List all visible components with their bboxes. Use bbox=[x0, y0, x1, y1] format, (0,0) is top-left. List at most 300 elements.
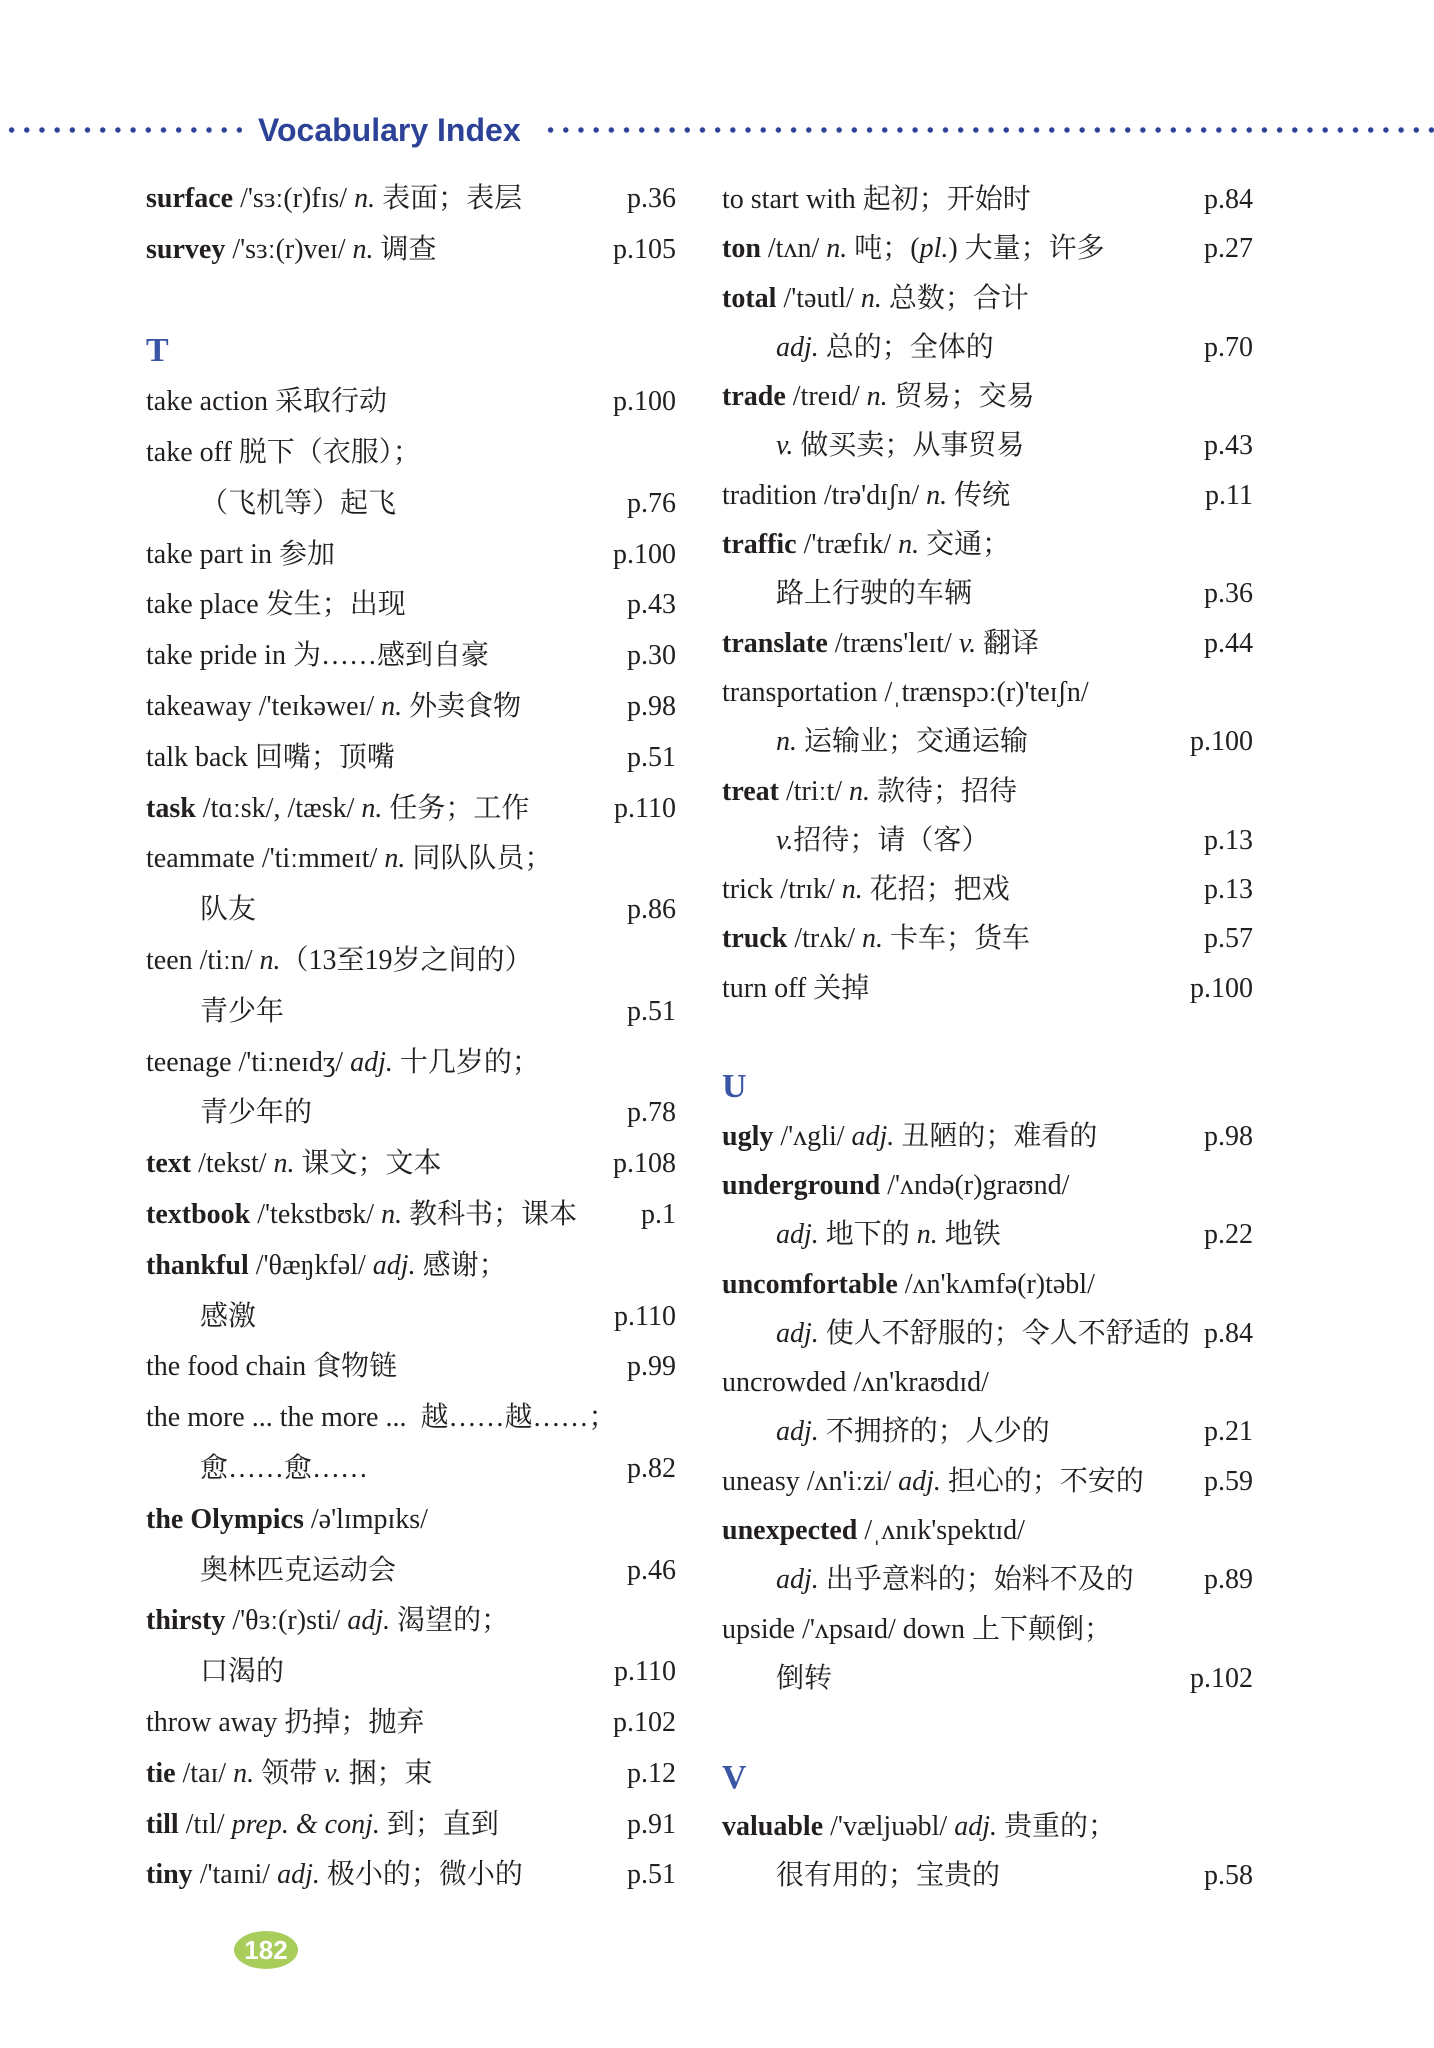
entry-text: 总数；合计 bbox=[881, 282, 1029, 314]
entry-text: upside /'ʌpsaɪd/ down 上下颠倒； bbox=[722, 1613, 1113, 1645]
entry-body bbox=[722, 372, 1035, 421]
entry-body bbox=[146, 1749, 432, 1800]
entry-body bbox=[146, 987, 284, 1038]
entry-text: turn off 关掉 bbox=[722, 972, 870, 1004]
page-reference: p.86 bbox=[627, 894, 676, 926]
entry-body bbox=[722, 520, 1010, 569]
entry-body bbox=[722, 619, 1039, 668]
index-entry bbox=[722, 964, 1253, 1013]
page-reference: p.84 bbox=[1204, 184, 1253, 215]
part-of-speech: adj. bbox=[776, 1219, 819, 1251]
entry-text: /'sɜː(r)fɪs/ bbox=[233, 183, 355, 214]
entry-body bbox=[146, 1596, 509, 1647]
part-of-speech: adj. bbox=[776, 1416, 819, 1448]
entry-text: 不拥挤的；人少的 bbox=[818, 1416, 1050, 1448]
entry-text: 交通； bbox=[919, 529, 1011, 561]
entry-text: /trʌk/ bbox=[787, 923, 862, 955]
entry-text: 贵重的； bbox=[996, 1810, 1116, 1842]
index-entry bbox=[146, 428, 676, 479]
entry-text: 很有用的；宝贵的 bbox=[776, 1860, 1001, 1892]
entry-body bbox=[146, 1190, 577, 1241]
part-of-speech: adj. bbox=[776, 1317, 819, 1349]
index-entry bbox=[146, 784, 676, 835]
entry-body bbox=[722, 767, 1017, 816]
entry-body bbox=[722, 1605, 1112, 1654]
dotted-rule-left bbox=[4, 124, 242, 136]
entry-text: 吨；( bbox=[847, 233, 920, 265]
entry-text: 出乎意料的；始料不及的 bbox=[818, 1564, 1134, 1596]
entry-text: 十几岁的； bbox=[392, 1046, 540, 1078]
entry-text: /'træfɪk/ bbox=[796, 529, 899, 561]
entry-text: 地铁 bbox=[937, 1219, 1001, 1251]
entry-text: teammate /'tiːmmeɪt/ bbox=[146, 843, 385, 875]
headword: survey bbox=[146, 233, 226, 265]
index-entry bbox=[146, 682, 676, 733]
entry-text: ) 大量；许多 bbox=[948, 233, 1105, 265]
entry-text: 调查 bbox=[373, 233, 437, 265]
entry-text: transportation /ˌtrænspɔː(r)'teɪʃn/ bbox=[722, 676, 1089, 708]
index-entry-continuation bbox=[722, 323, 1253, 372]
index-entry bbox=[146, 1038, 676, 1089]
entry-body bbox=[722, 816, 989, 865]
index-entry bbox=[146, 174, 676, 225]
entry-text: 路上行驶的车辆 bbox=[776, 578, 973, 610]
entry-text: 极小的；微小的 bbox=[319, 1859, 523, 1891]
entry-text: 任务；工作 bbox=[382, 792, 530, 824]
entry-body bbox=[146, 530, 335, 581]
entry-text: /tɑːsk/, /tæsk/ bbox=[195, 792, 362, 824]
entry-body bbox=[146, 174, 522, 225]
entry-body bbox=[722, 865, 1010, 914]
part-of-speech: pl. bbox=[919, 233, 949, 265]
page-reference: p.99 bbox=[627, 1351, 676, 1383]
page-reference: p.36 bbox=[627, 183, 676, 214]
page-reference: p.51 bbox=[627, 995, 676, 1027]
index-entry bbox=[146, 936, 676, 987]
entry-body bbox=[146, 834, 552, 885]
entry-body bbox=[146, 1342, 397, 1393]
page-reference: p.51 bbox=[627, 741, 676, 773]
page-reference: p.84 bbox=[1204, 1317, 1253, 1349]
entry-body bbox=[146, 885, 256, 936]
index-entry bbox=[146, 1495, 676, 1546]
entry-body bbox=[146, 1088, 312, 1139]
index-entry bbox=[722, 1506, 1253, 1555]
part-of-speech: n. bbox=[862, 923, 883, 955]
entry-text: /'θæŋkfəl/ bbox=[248, 1249, 373, 1281]
index-entry bbox=[722, 372, 1253, 421]
index-entry bbox=[722, 471, 1253, 520]
entry-text: takeaway /'teɪkəweɪ/ bbox=[146, 690, 382, 722]
part-of-speech: v. bbox=[776, 824, 794, 856]
part-of-speech: n. bbox=[841, 874, 863, 906]
entry-text: 外卖食物 bbox=[402, 690, 522, 722]
page-reference: p.36 bbox=[1204, 578, 1253, 610]
entry-body bbox=[722, 1851, 1000, 1900]
entry-text: 队友 bbox=[200, 894, 257, 926]
part-of-speech: n. bbox=[233, 1757, 255, 1789]
page-reference: p.46 bbox=[627, 1554, 676, 1586]
part-of-speech: prep. & conj. bbox=[231, 1808, 380, 1840]
index-entry-continuation bbox=[722, 569, 1253, 618]
entry-text: /tʌn/ bbox=[760, 233, 827, 265]
headword: truck bbox=[722, 923, 788, 955]
entry-text: tradition /trə'dɪʃn/ bbox=[722, 479, 927, 511]
page-reference: p.30 bbox=[627, 640, 676, 672]
entry-body bbox=[722, 1161, 1069, 1210]
headword: till bbox=[146, 1808, 179, 1840]
headword: task bbox=[146, 792, 196, 824]
page-reference: p.100 bbox=[1190, 972, 1253, 1004]
index-entry-continuation bbox=[722, 816, 1253, 865]
part-of-speech: n. bbox=[381, 690, 403, 722]
index-entry-continuation bbox=[146, 1647, 676, 1698]
page-reference: p.12 bbox=[627, 1757, 676, 1789]
page-number: 182 bbox=[234, 1931, 298, 1969]
page-reference: p.22 bbox=[1204, 1219, 1253, 1251]
index-entry bbox=[146, 1393, 676, 1444]
entry-text: 表面；表层 bbox=[375, 183, 523, 214]
entry-text: /ʌn'kʌmfə(r)təbl/ bbox=[897, 1268, 1095, 1300]
entry-text: /tɪl/ bbox=[178, 1808, 232, 1840]
index-entry bbox=[722, 1358, 1253, 1407]
entry-body bbox=[146, 682, 521, 733]
entry-body bbox=[722, 1802, 1116, 1851]
index-entry bbox=[722, 1112, 1253, 1161]
entry-body bbox=[146, 1292, 256, 1343]
index-entry bbox=[146, 1342, 676, 1393]
entry-text: 教科书；课本 bbox=[402, 1198, 578, 1230]
headword: the Olympics bbox=[146, 1503, 304, 1535]
part-of-speech: n. bbox=[776, 726, 797, 758]
entry-text: the food chain 食物链 bbox=[146, 1351, 398, 1383]
page-reference: p.102 bbox=[613, 1706, 676, 1738]
entry-body bbox=[722, 1358, 989, 1407]
index-entry-continuation bbox=[722, 1851, 1253, 1900]
index-entry bbox=[722, 619, 1253, 668]
entry-text: take off 脱下（衣服）； bbox=[146, 436, 421, 468]
headword: trade bbox=[722, 381, 786, 413]
entry-body bbox=[722, 1210, 1001, 1259]
headword: thankful bbox=[146, 1249, 249, 1281]
headword: total bbox=[722, 282, 777, 314]
page-reference: p.21 bbox=[1204, 1416, 1253, 1448]
part-of-speech: n. bbox=[849, 775, 870, 807]
index-entry bbox=[146, 1596, 676, 1647]
index-entry-continuation bbox=[722, 1407, 1253, 1456]
entry-body bbox=[146, 1495, 428, 1546]
entry-body bbox=[146, 1038, 540, 1089]
index-entry bbox=[722, 1161, 1253, 1210]
part-of-speech: n. bbox=[384, 843, 406, 875]
entry-text: 使人不舒服的；令人不舒适的 bbox=[818, 1317, 1190, 1349]
page-reference: p.76 bbox=[627, 487, 676, 519]
entry-text: 做买卖；从事贸易 bbox=[793, 430, 1025, 462]
entry-text: 渴望的； bbox=[390, 1605, 510, 1637]
index-entry bbox=[722, 914, 1253, 963]
entry-text: 总的；全体的 bbox=[818, 331, 994, 363]
headword: traffic bbox=[722, 529, 797, 561]
entry-text: /'təutl/ bbox=[776, 282, 861, 314]
page-reference: p.57 bbox=[1204, 923, 1253, 955]
page-reference: p.89 bbox=[1204, 1564, 1253, 1596]
entry-text: 口渴的 bbox=[200, 1656, 285, 1688]
page-reference: p.100 bbox=[1190, 726, 1253, 758]
part-of-speech: n. bbox=[898, 529, 920, 561]
index-entry bbox=[146, 1241, 676, 1292]
entry-body bbox=[722, 964, 869, 1013]
page-reference: p.11 bbox=[1205, 479, 1253, 511]
index-entry bbox=[722, 1605, 1253, 1654]
section-letter: U bbox=[722, 1068, 747, 1106]
index-entry bbox=[722, 668, 1253, 717]
index-entry bbox=[722, 1457, 1253, 1506]
entry-body bbox=[722, 1555, 1134, 1604]
page-reference: p.105 bbox=[613, 233, 676, 265]
page-reference: p.44 bbox=[1204, 627, 1253, 659]
index-entry bbox=[146, 1698, 676, 1749]
part-of-speech: adj. bbox=[898, 1465, 941, 1497]
page-reference: p.110 bbox=[614, 1656, 676, 1688]
page-reference: p.110 bbox=[614, 1300, 676, 1332]
index-entry bbox=[146, 834, 676, 885]
entry-text: /treɪd/ bbox=[785, 381, 867, 413]
entry-text: 青少年 bbox=[200, 995, 285, 1027]
page-reference: p.91 bbox=[627, 1808, 676, 1840]
index-entry bbox=[722, 865, 1253, 914]
entry-text: /ˌʌnɪk'spektɪd/ bbox=[857, 1515, 1025, 1547]
page-reference: p.59 bbox=[1204, 1465, 1253, 1497]
headword: ugly bbox=[722, 1120, 774, 1152]
index-column-left bbox=[146, 174, 676, 1901]
entry-body bbox=[722, 1260, 1095, 1309]
index-entry bbox=[146, 580, 676, 631]
entry-text: teen /tiːn/ bbox=[146, 944, 260, 976]
entry-body bbox=[146, 1800, 499, 1851]
part-of-speech: v. bbox=[958, 627, 977, 659]
page-reference: p.51 bbox=[627, 1859, 676, 1891]
entry-body bbox=[146, 1139, 442, 1190]
entry-text: trick /trɪk/ bbox=[722, 874, 842, 906]
entry-text: /'θɜː(r)sti/ bbox=[225, 1605, 348, 1637]
entry-body bbox=[722, 175, 1031, 224]
entry-text: /triːt/ bbox=[779, 775, 849, 807]
index-entry bbox=[722, 224, 1253, 273]
headword: unexpected bbox=[722, 1515, 858, 1547]
headword: tiny bbox=[146, 1859, 193, 1891]
entry-body bbox=[722, 1112, 1097, 1161]
entry-text: uncrowded /ʌn'kraʊdɪd/ bbox=[722, 1367, 989, 1399]
index-entry-continuation bbox=[722, 717, 1253, 766]
part-of-speech: n. bbox=[926, 479, 948, 511]
entry-text: 倒转 bbox=[776, 1662, 833, 1694]
part-of-speech: n. bbox=[826, 233, 848, 265]
part-of-speech: adj. bbox=[954, 1810, 997, 1842]
entry-text: （飞机等）起飞 bbox=[200, 487, 397, 519]
page-reference: p.43 bbox=[627, 589, 676, 621]
index-entry bbox=[146, 377, 676, 428]
entry-body bbox=[722, 569, 972, 618]
entry-body bbox=[146, 225, 437, 276]
entry-body bbox=[146, 580, 406, 631]
entry-text: 翻译 bbox=[976, 627, 1040, 659]
part-of-speech: n. bbox=[860, 282, 882, 314]
index-entry bbox=[146, 1749, 676, 1800]
entry-body bbox=[146, 784, 529, 835]
index-entry-continuation bbox=[722, 1309, 1253, 1358]
entry-body bbox=[722, 224, 1105, 273]
entry-text: take part in 参加 bbox=[146, 538, 335, 570]
entry-body bbox=[722, 421, 1024, 470]
entry-body bbox=[722, 914, 1030, 963]
index-entry bbox=[722, 767, 1253, 816]
index-entry-continuation bbox=[722, 421, 1253, 470]
headword: tie bbox=[146, 1757, 176, 1789]
entry-text: 招待；请（客） bbox=[793, 824, 990, 856]
index-entry bbox=[146, 225, 676, 276]
entry-body bbox=[146, 1241, 507, 1292]
entry-text: /'sɜː(r)veɪ/ bbox=[225, 233, 353, 265]
entry-text: /'ʌgli/ bbox=[773, 1120, 852, 1152]
headword: ton bbox=[722, 233, 761, 265]
entry-body bbox=[146, 479, 396, 530]
entry-body bbox=[722, 1309, 1190, 1358]
page-reference: p.110 bbox=[614, 792, 676, 824]
entry-body bbox=[146, 1698, 424, 1749]
entry-body bbox=[146, 1393, 616, 1444]
index-entry bbox=[146, 631, 676, 682]
entry-text: 同队队员； bbox=[405, 843, 553, 875]
entry-body bbox=[146, 1444, 368, 1495]
entry-text: 担心的；不安的 bbox=[940, 1465, 1144, 1497]
entry-body bbox=[722, 668, 1089, 717]
entry-body bbox=[722, 1457, 1144, 1506]
page-reference: p.13 bbox=[1204, 874, 1253, 906]
entry-text: 领带 bbox=[254, 1757, 325, 1789]
entry-text: 花招；把戏 bbox=[862, 874, 1010, 906]
page-reference: p.43 bbox=[1204, 430, 1253, 462]
entry-text: /træns'leɪt/ bbox=[827, 627, 959, 659]
entry-text: 愈……愈…… bbox=[200, 1452, 369, 1484]
page-reference: p.1 bbox=[641, 1198, 676, 1230]
entry-text: /taɪ/ bbox=[175, 1757, 234, 1789]
headword: thirsty bbox=[146, 1605, 226, 1637]
page-reference: p.78 bbox=[627, 1097, 676, 1129]
part-of-speech: n. bbox=[866, 381, 888, 413]
part-of-speech: adj. bbox=[851, 1120, 895, 1152]
part-of-speech: v. bbox=[324, 1757, 342, 1789]
page-reference: p.108 bbox=[613, 1148, 676, 1180]
headword: textbook bbox=[146, 1198, 251, 1230]
entry-text: 贸易；交易 bbox=[887, 381, 1035, 413]
part-of-speech: n. bbox=[354, 183, 376, 214]
part-of-speech: adj. bbox=[350, 1046, 393, 1078]
index-column-right bbox=[722, 175, 1253, 1900]
part-of-speech: n. bbox=[381, 1198, 403, 1230]
entry-body bbox=[722, 471, 1010, 520]
entry-text: to start with 起初；开始时 bbox=[722, 184, 1031, 215]
dotted-rule-right bbox=[543, 124, 1434, 136]
entry-text: throw away 扔掉；抛弃 bbox=[146, 1706, 425, 1738]
page-reference: p.100 bbox=[613, 386, 676, 418]
entry-text: 课文；文本 bbox=[294, 1148, 442, 1180]
entry-text: 款待；招待 bbox=[870, 775, 1018, 807]
index-entry bbox=[146, 1850, 676, 1901]
page-header bbox=[0, 110, 1434, 150]
index-entry-continuation bbox=[146, 479, 676, 530]
index-entry bbox=[722, 1802, 1253, 1851]
part-of-speech: adj. bbox=[776, 1564, 819, 1596]
page-reference: p.58 bbox=[1204, 1860, 1253, 1892]
section-title: Vocabulary Index bbox=[258, 112, 521, 148]
index-entry bbox=[146, 1800, 676, 1851]
entry-text: 传统 bbox=[947, 479, 1011, 511]
entry-text: 奥林匹克运动会 bbox=[200, 1554, 397, 1586]
index-entry-continuation bbox=[146, 1292, 676, 1343]
entry-body bbox=[146, 1850, 523, 1901]
entry-text: /'tekstbʊk/ bbox=[250, 1198, 382, 1230]
entry-text: /ə'lɪmpɪks/ bbox=[303, 1503, 428, 1535]
page-reference: p.27 bbox=[1204, 233, 1253, 265]
entry-text: 感谢； bbox=[415, 1249, 507, 1281]
entry-body bbox=[722, 1654, 832, 1703]
entry-body bbox=[146, 377, 387, 428]
part-of-speech: adj. bbox=[347, 1605, 391, 1637]
entry-text: the more ... the more ... 越……越……； bbox=[146, 1402, 617, 1434]
entry-text: （13至19岁之间的） bbox=[280, 944, 533, 976]
index-entry-continuation bbox=[722, 1210, 1253, 1259]
entry-text: 运输业；交通运输 bbox=[797, 726, 1029, 758]
part-of-speech: n. bbox=[273, 1148, 295, 1180]
entry-text: uneasy /ʌn'iːzi/ bbox=[722, 1465, 899, 1497]
headword: uncomfortable bbox=[722, 1268, 898, 1300]
page-reference: p.98 bbox=[627, 690, 676, 722]
index-entry-continuation bbox=[146, 987, 676, 1038]
entry-text: take pride in 为……感到自豪 bbox=[146, 640, 489, 672]
headword: text bbox=[146, 1148, 192, 1180]
headword: surface bbox=[146, 183, 234, 214]
part-of-speech: adj. bbox=[277, 1859, 320, 1891]
page-reference: p.98 bbox=[1204, 1120, 1253, 1152]
headword: treat bbox=[722, 775, 779, 807]
entry-text: 感激 bbox=[200, 1300, 257, 1332]
entry-text: /'taɪni/ bbox=[192, 1859, 278, 1891]
entry-text: talk back 回嘴；顶嘴 bbox=[146, 741, 395, 773]
entry-text: 青少年的 bbox=[200, 1097, 313, 1129]
index-entry bbox=[722, 1260, 1253, 1309]
page-reference: p.13 bbox=[1204, 824, 1253, 856]
entry-text: /'ʌndə(r)graʊnd/ bbox=[880, 1169, 1070, 1201]
entry-body bbox=[722, 1407, 1050, 1456]
entry-body bbox=[722, 323, 994, 372]
index-entry bbox=[146, 1190, 676, 1241]
part-of-speech: n. bbox=[352, 233, 374, 265]
part-of-speech: n. bbox=[916, 1219, 938, 1251]
part-of-speech: adj. bbox=[776, 331, 819, 363]
entry-body bbox=[722, 1506, 1025, 1555]
entry-text: take place 发生；出现 bbox=[146, 589, 406, 621]
entry-text: 卡车；货车 bbox=[883, 923, 1031, 955]
headword: translate bbox=[722, 627, 828, 659]
entry-text: take action 采取行动 bbox=[146, 386, 388, 418]
headword: valuable bbox=[722, 1810, 824, 1842]
index-entry bbox=[146, 733, 676, 784]
entry-body bbox=[146, 1647, 284, 1698]
headword: underground bbox=[722, 1169, 881, 1201]
index-entry-continuation bbox=[146, 1444, 676, 1495]
entry-body bbox=[722, 274, 1029, 323]
entry-text: /'væljuəbl/ bbox=[823, 1810, 955, 1842]
